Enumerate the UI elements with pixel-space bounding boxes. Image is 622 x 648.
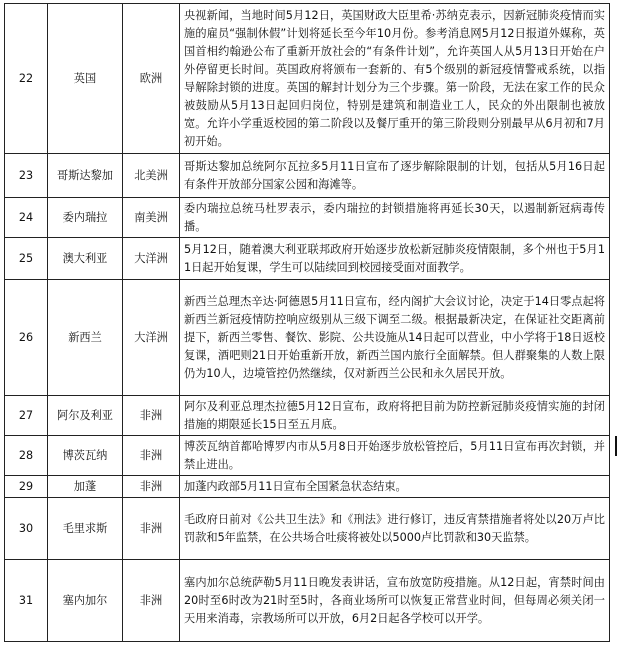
row-number: 24: [5, 198, 48, 238]
table-row: [5, 198, 610, 238]
policy-table: [4, 3, 610, 642]
measure-text: 阿尔及利亚总理杰拉德5月12日宣布，政府将把目前为防控新冠肺炎疫情实施的封闭措施的期限延长15日至五月底。: [180, 396, 610, 436]
measure-text: 5月12日，随着澳大利亚联邦政府开始逐步放松新冠肺炎疫情限制，多个州也于5月11日起开始复课，学生可以陆续回到校园接受面对面教学。: [180, 238, 610, 280]
row-number: 29: [5, 476, 48, 498]
row-number: 25: [5, 238, 48, 280]
region-cell: 非洲: [123, 476, 180, 498]
table-row: [5, 4, 610, 154]
row-number: 23: [5, 154, 48, 198]
region-cell: 非洲: [123, 498, 180, 560]
row-number: 30: [5, 498, 48, 560]
row-number: 26: [5, 280, 48, 396]
table-row: [5, 436, 610, 476]
region-cell: 大洋洲: [123, 238, 180, 280]
measure-text: 委内瑞拉总统马杜罗表示，委内瑞拉的封锁措施将再延长30天，以遏制新冠病毒传播。: [180, 198, 610, 238]
region-cell: 北美洲: [123, 154, 180, 198]
country-cell: 博茨瓦纳: [48, 436, 123, 476]
country-cell: 哥斯达黎加: [48, 154, 123, 198]
text-cursor-mark: [615, 436, 617, 456]
measure-text: 毛政府日前对《公共卫生法》和《刑法》进行修订，违反宵禁措施者将处以20万卢比罚款和5年监禁，在公共场合吐痰将被处以5000卢比罚款和30天监禁。: [180, 498, 610, 560]
region-cell: 南美洲: [123, 198, 180, 238]
country-cell: 毛里求斯: [48, 498, 123, 560]
region-cell: 大洋洲: [123, 280, 180, 396]
region-cell: 非洲: [123, 560, 180, 642]
table-row: [5, 560, 610, 642]
region-cell: 欧洲: [123, 4, 180, 154]
country-cell: 塞内加尔: [48, 560, 123, 642]
measure-text: 加蓬内政部5月11日宣布全国紧急状态结束。: [180, 476, 610, 498]
country-cell: 阿尔及利亚: [48, 396, 123, 436]
table-row: [5, 280, 610, 396]
country-cell: 委内瑞拉: [48, 198, 123, 238]
table-row: [5, 154, 610, 198]
region-cell: 非洲: [123, 396, 180, 436]
country-cell: 澳大利亚: [48, 238, 123, 280]
measure-text: 哥斯达黎加总统阿尔瓦拉多5月11日宣布了逐步解除限制的计划，包括从5月16日起有条件开放部分国家公园和海滩等。: [180, 154, 610, 198]
measure-text: 央视新闻，当地时间5月12日，英国财政大臣里希·苏纳克表示，因新冠肺炎疫情而实施的雇员“强制休假”计划将延长至今年10月份。参考消息网5月12日报道外媒称，英国首相约翰逊公布了重新开放社会的“有条件计划”，允许英国人从5月13日开始在户外停留更长时间。英国政府将颁布一套新的、有5个级别的新冠疫情警戒系统，以指导解除封锁的进度。英国的解封计划分为三个步骤。第一阶段，无法在家工作的民众被鼓励从5月13日起回归岗位，特别是建筑和制造业工人，民众的外出限制也被放宽。允许小学重返校园的第二阶段以及餐厅重开的第三阶段则分别最早从6月初和7月初开始。: [180, 4, 610, 154]
measure-text: 新西兰总理杰辛达·阿德恩5月11日宣布，经内阁扩大会议讨论，决定于14日零点起将新西兰新冠疫情防控响应级别从三级下调至二级。根据最新决定，在保证社交距离前提下，新西兰零售、餐饮、影院、公共设施从14日起可以营业，中小学将于18日返校复课，酒吧则21日开始重新开放，新西兰国内旅行全面解禁。但人群聚集的人数上限仍为10人，边境管控仍然继续，仅对新西兰公民和永久居民开放。: [180, 280, 610, 396]
row-number: 27: [5, 396, 48, 436]
table-row: [5, 476, 610, 498]
table-row: [5, 396, 610, 436]
region-cell: 非洲: [123, 436, 180, 476]
table-row: [5, 238, 610, 280]
country-cell: 加蓬: [48, 476, 123, 498]
row-number: 28: [5, 436, 48, 476]
country-cell: 新西兰: [48, 280, 123, 396]
country-cell: 英国: [48, 4, 123, 154]
row-number: 31: [5, 560, 48, 642]
measure-text: 塞内加尔总统萨勒5月11日晚发表讲话，宣布放宽防疫措施。从12日起，宵禁时间由20时至6时改为21时至5时，各商业场所可以恢复正常营业时间，但每周必须关闭一天用来消毒，宗教场所可以开放，6月2日起各学校可以开学。: [180, 560, 610, 642]
row-number: 22: [5, 4, 48, 154]
table-row: [5, 498, 610, 560]
measure-text: 博茨瓦纳首都哈博罗内市从5月8日开始逐步放松管控后，5月11日宣布再次封锁，并禁止进出。: [180, 436, 610, 476]
